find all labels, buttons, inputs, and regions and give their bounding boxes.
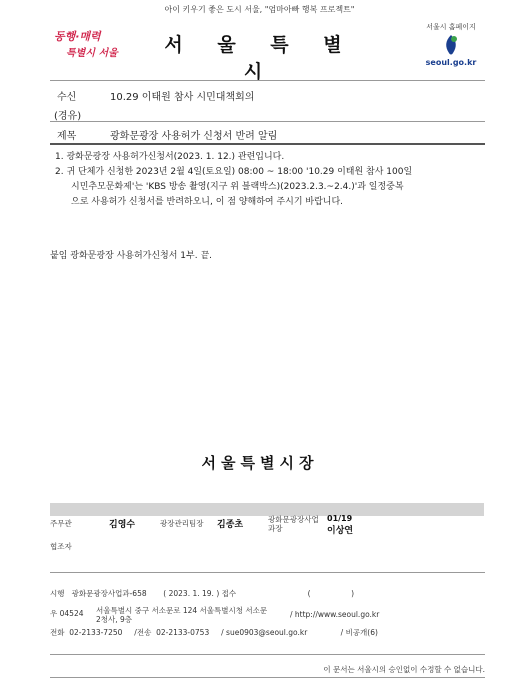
officer-signature: 김영수 bbox=[109, 520, 136, 530]
logo-line-1: 동행·매력 bbox=[54, 30, 101, 43]
subject-divider bbox=[50, 143, 485, 145]
note-divider bbox=[50, 654, 485, 655]
team-lead-signature: 김종초 bbox=[217, 520, 244, 530]
homepage-url: seoul.go.kr bbox=[425, 58, 477, 67]
subject-value: 광화문광장 사용허가 신청서 반려 알림 bbox=[110, 131, 278, 142]
body-item-2-line-3: 으로 사용허가 신청서를 반려하오니, 이 점 양해하여 주시기 바랍니다. bbox=[71, 197, 344, 207]
team-lead-label: 광장관리팀장 bbox=[160, 519, 204, 528]
seoul-brand-logo bbox=[52, 24, 118, 64]
body-item-2-line-1: 2. 귀 단체가 신청한 2023년 2월 4일(토요일) 08:00 ~ 18:00 '10.29 이태원 참사 100일 bbox=[55, 167, 413, 177]
execution-line: 시행 광화문광장사업과-658 ( 2023. 1. 19. ) 접수 ( ) bbox=[50, 589, 355, 598]
director-label-top: 광화문광장사업 bbox=[268, 515, 319, 524]
modification-notice: 이 문서는 서울시의 승인없이 수정할 수 없습니다. bbox=[323, 665, 485, 674]
director-approval-date: 01/19 bbox=[327, 514, 353, 523]
recipient-value: 10.29 이태원 참사 시민대책회의 bbox=[110, 92, 255, 103]
body-item-1: 1. 광화문광장 사용허가신청서(2023. 1. 12.) 관련입니다. bbox=[55, 152, 285, 162]
bottom-divider bbox=[50, 677, 485, 678]
address-line-2: 2청사, 9층 bbox=[96, 615, 133, 624]
address-line-1: 서울특별시 중구 서소문로 124 서울특별시청 서소문 bbox=[96, 606, 268, 615]
subject-label: 제목 bbox=[57, 131, 77, 142]
director-label-bottom: 과장 bbox=[268, 524, 283, 533]
header-divider bbox=[50, 80, 485, 81]
recipient-label: 수신 bbox=[57, 92, 77, 103]
approval-header-band bbox=[50, 503, 484, 516]
homepage-caption: 서울시 홈페이지 bbox=[426, 23, 476, 31]
director-signature: 이상연 bbox=[327, 526, 354, 536]
issuer-name: 서울특별시장 bbox=[201, 454, 319, 472]
document-title: 서 울 특 별 시 bbox=[164, 34, 356, 83]
attachment-line: 붙임 광화문광장 사용허가신청서 1부. 끝. bbox=[50, 251, 212, 261]
postal-code: 우 04524 bbox=[50, 609, 84, 618]
footer-divider bbox=[50, 572, 485, 573]
seoul-homepage-logo bbox=[425, 22, 477, 72]
via-label: (경유) bbox=[54, 111, 82, 122]
contact-line: 전화 02-2133-7250 /전송 02-2133-0753 / sue0903@seoul.go.kr / 비공개(6) bbox=[50, 628, 378, 637]
body-item-2-line-2: 시민추모문화제'는 'KBS 방송 촬영(지구 위 블랙박스)(2023.2.3.~2.4.)'과 일정중복 bbox=[71, 182, 404, 192]
officer-label: 주무관 bbox=[50, 519, 72, 528]
homepage-link[interactable]: / http://www.seoul.go.kr bbox=[290, 610, 380, 619]
via-divider bbox=[50, 121, 485, 122]
slogan: 아이 키우기 좋은 도시 서울, "엄마아빠 행복 프로젝트" bbox=[164, 5, 355, 14]
logo-line-2: 특별시 서울 bbox=[66, 48, 118, 59]
cooperation-label: 협조자 bbox=[50, 542, 72, 551]
seoul-emblem-icon bbox=[441, 33, 461, 57]
